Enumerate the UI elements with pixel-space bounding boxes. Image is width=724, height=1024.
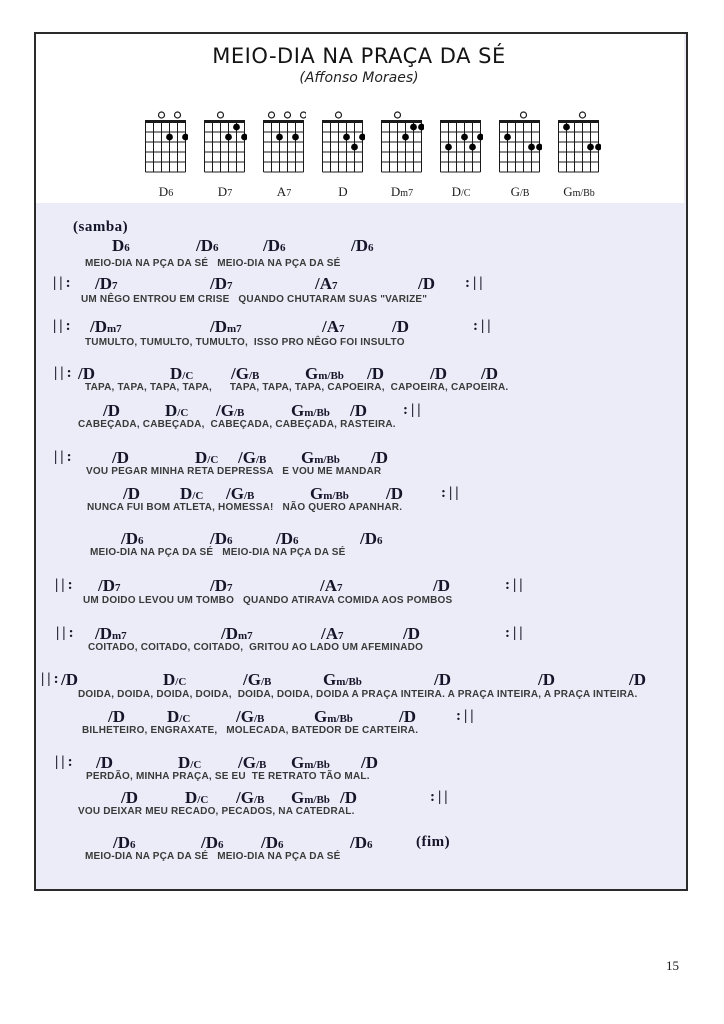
chord-symbol bbox=[236, 789, 264, 807]
chord-name-main: /D bbox=[361, 753, 378, 772]
chord-symbol bbox=[178, 754, 201, 772]
lyric-line: TUMULTO, TUMULTO, TUMULTO, ISSO PRO NÊGO FOI INSULTO bbox=[85, 337, 405, 348]
chord-name-main: /D bbox=[371, 448, 388, 467]
chord-symbol bbox=[78, 365, 95, 383]
chord-symbol bbox=[350, 402, 367, 420]
chord-name-main: G bbox=[291, 401, 305, 420]
repeat-sign: ||: bbox=[53, 318, 74, 334]
text-annotation: (samba) bbox=[73, 219, 129, 235]
chord-symbol bbox=[243, 671, 271, 689]
chord-name-main: D bbox=[451, 184, 461, 199]
chord-symbol bbox=[367, 365, 384, 383]
chord-symbol bbox=[95, 275, 118, 293]
chord-symbol bbox=[95, 625, 127, 643]
chord-symbol bbox=[185, 789, 208, 807]
repeat-sign: :|| bbox=[430, 789, 451, 805]
chord-name-main: /G bbox=[238, 753, 256, 772]
chord-name-main: /G bbox=[231, 364, 249, 383]
chord-name-main: /D bbox=[61, 670, 78, 689]
chord-symbol bbox=[291, 754, 330, 772]
chord-name-main: /D bbox=[350, 833, 367, 852]
repeat-sign: ||: bbox=[55, 754, 76, 770]
chord-symbol bbox=[210, 530, 233, 548]
chord-name-suffix: /B bbox=[248, 370, 260, 382]
page-title: MEIO-DIA NA PRAÇA DA SÉ bbox=[212, 44, 506, 68]
chord-name-main: /D bbox=[433, 576, 450, 595]
chord-name-main: D bbox=[217, 184, 228, 199]
chord-name-main: /D bbox=[629, 670, 646, 689]
chord-name-main: /D bbox=[123, 484, 140, 503]
chord-symbol bbox=[301, 449, 340, 467]
chord-symbol bbox=[392, 318, 409, 336]
lyric-line: MEIO-DIA NA PÇA DA SÉ MEIO-DIA NA PÇA DA SÉ bbox=[85, 851, 341, 862]
chord-name-main: /D bbox=[403, 624, 420, 643]
chord-name-suffix: /C bbox=[182, 370, 194, 382]
chord-symbol bbox=[238, 754, 266, 772]
chord-symbol bbox=[371, 449, 388, 467]
chord-name-suffix: 7 bbox=[338, 630, 344, 642]
chord-symbol bbox=[170, 365, 193, 383]
chord-name-main: /D bbox=[386, 484, 403, 503]
chord-name-suffix: m/Bb bbox=[572, 188, 595, 199]
chord-name-main: /D bbox=[210, 317, 227, 336]
lyric-line: TAPA, TAPA, TAPA, TAPA, TAPA, TAPA, TAPA, CAPOEIRA, CAPOEIRA, CAPOEIRA. bbox=[85, 382, 509, 393]
chord-name-main: /G bbox=[216, 401, 234, 420]
chord-name-suffix: m/Bb bbox=[318, 370, 344, 382]
chord-name-main: /D bbox=[98, 576, 115, 595]
chord-name-suffix: 6 bbox=[138, 535, 144, 547]
chord-name-suffix: /B bbox=[255, 759, 267, 771]
repeat-sign: ||: bbox=[41, 671, 62, 687]
chord-name-main: /G bbox=[236, 788, 254, 807]
chord-name-suffix: 7 bbox=[227, 582, 233, 594]
chord-name-main: /D bbox=[367, 364, 384, 383]
chord-name-main: /D bbox=[276, 529, 293, 548]
chord-symbol bbox=[98, 577, 121, 595]
chord-name-suffix: m/Bb bbox=[304, 759, 330, 771]
chord-symbol bbox=[433, 577, 450, 595]
chord-name-main: D bbox=[195, 448, 208, 467]
chord-name-main: G bbox=[323, 670, 337, 689]
chord-name-suffix: 7 bbox=[337, 582, 343, 594]
chord-name-main: G bbox=[291, 788, 305, 807]
chord-symbol bbox=[434, 671, 451, 689]
chord-symbol bbox=[196, 237, 219, 255]
chord-symbol bbox=[195, 449, 218, 467]
chord-name-main: /D bbox=[112, 448, 129, 467]
chord-name-suffix: m/Bb bbox=[304, 407, 330, 419]
chord-name-suffix: 6 bbox=[168, 188, 174, 199]
chord-name-main: /D bbox=[121, 529, 138, 548]
chord-name-main: /D bbox=[201, 833, 218, 852]
chord-symbol bbox=[123, 485, 140, 503]
chord-name-main: /D bbox=[399, 707, 416, 726]
chord-name-suffix: 6 bbox=[367, 839, 373, 851]
composer-credit: (Affonso Moraes) bbox=[299, 70, 419, 86]
chord-name-main: D bbox=[390, 184, 401, 199]
text-annotation: (fim) bbox=[416, 834, 451, 850]
chord-symbol bbox=[360, 530, 383, 548]
chord-name-main: G bbox=[314, 707, 328, 726]
chord-name-suffix: /B bbox=[243, 490, 255, 502]
chord-symbol bbox=[322, 318, 345, 336]
chord-name-main: G bbox=[305, 364, 319, 383]
chord-symbol bbox=[236, 708, 264, 726]
chord-name-main: /A bbox=[320, 576, 337, 595]
chord-symbol bbox=[386, 485, 403, 503]
chord-symbol bbox=[350, 834, 373, 852]
chord-name-main: /D bbox=[113, 833, 130, 852]
chord-name-main: /D bbox=[392, 317, 409, 336]
chord-name-suffix: 6 bbox=[280, 242, 286, 254]
chord-name-main: D bbox=[178, 753, 191, 772]
chord-name-suffix: 6 bbox=[130, 839, 136, 851]
chord-name-main: /D bbox=[221, 624, 238, 643]
chord-name-main: /D bbox=[538, 670, 555, 689]
repeat-sign: :|| bbox=[441, 485, 462, 501]
chord-symbol bbox=[231, 365, 259, 383]
chord-symbol bbox=[315, 275, 338, 293]
repeat-sign: :|| bbox=[403, 402, 424, 418]
chord-name-main: D bbox=[185, 788, 198, 807]
chord-name-suffix: m/Bb bbox=[327, 713, 353, 725]
chord-name-suffix: /B bbox=[519, 188, 530, 199]
lyric-line: NUNCA FUI BOM ATLETA, HOMESSA! NÃO QUERO APANHAR. bbox=[87, 502, 403, 513]
chord-symbol bbox=[418, 275, 435, 293]
chord-name-suffix: /C bbox=[197, 794, 209, 806]
repeat-sign: ||: bbox=[56, 625, 77, 641]
chord-name-main: /G bbox=[236, 707, 254, 726]
chord-name-main: G bbox=[310, 484, 324, 503]
chord-symbol bbox=[113, 834, 136, 852]
chord-symbol bbox=[221, 625, 253, 643]
chord-name-suffix: 7 bbox=[115, 582, 121, 594]
chord-name-suffix: 6 bbox=[377, 535, 383, 547]
chord-name-suffix: 6 bbox=[278, 839, 284, 851]
chord-name-main: G bbox=[510, 184, 520, 199]
chord-name-main: /G bbox=[243, 670, 261, 689]
chord-symbol bbox=[226, 485, 254, 503]
chord-name-suffix: 6 bbox=[218, 839, 224, 851]
chord-name-main: /D bbox=[90, 317, 107, 336]
repeat-sign: :|| bbox=[505, 577, 526, 593]
chord-symbol bbox=[538, 671, 555, 689]
chord-symbol bbox=[180, 485, 203, 503]
chord-name-main: /D bbox=[95, 274, 112, 293]
chord-name-main: /D bbox=[196, 236, 213, 255]
chord-symbol bbox=[210, 577, 233, 595]
chord-symbol bbox=[481, 365, 498, 383]
chord-name-suffix: m7 bbox=[112, 630, 127, 642]
chord-symbol bbox=[112, 237, 130, 255]
chord-symbol bbox=[108, 708, 125, 726]
chord-symbol bbox=[96, 754, 113, 772]
chord-name-suffix: m7 bbox=[238, 630, 253, 642]
chord-symbol bbox=[276, 530, 299, 548]
chord-symbol bbox=[61, 671, 78, 689]
chord-name-main: /D bbox=[263, 236, 280, 255]
chord-name-suffix: 7 bbox=[286, 188, 292, 199]
lyric-line: MEIO-DIA NA PÇA DA SÉ MEIO-DIA NA PÇA DA SÉ bbox=[85, 258, 341, 269]
chord-name-suffix: 7 bbox=[227, 280, 233, 292]
chord-symbol bbox=[361, 754, 378, 772]
lyric-line: BILHETEIRO, ENGRAXATE, MOLECADA, BATEDOR DE CARTEIRA. bbox=[82, 725, 419, 736]
chord-name-suffix: /B bbox=[255, 454, 267, 466]
chord-symbol bbox=[238, 449, 266, 467]
chord-name-main: /D bbox=[210, 274, 227, 293]
chord-name-suffix: /C bbox=[177, 407, 189, 419]
chord-symbol bbox=[323, 671, 362, 689]
chord-symbol bbox=[201, 834, 224, 852]
chord-name-main: /D bbox=[261, 833, 278, 852]
chord-symbol bbox=[291, 402, 330, 420]
chord-name-suffix: /B bbox=[253, 713, 265, 725]
chord-symbol bbox=[210, 318, 242, 336]
chord-name-suffix: 6 bbox=[368, 242, 374, 254]
chord-name-suffix: /C bbox=[190, 759, 202, 771]
chord-name-suffix: 6 bbox=[124, 242, 130, 254]
chord-symbol bbox=[90, 318, 122, 336]
chord-name-suffix: /B bbox=[253, 794, 265, 806]
chord-name-suffix: 6 bbox=[213, 242, 219, 254]
chord-name-main: D bbox=[167, 707, 180, 726]
chord-name-suffix: 7 bbox=[112, 280, 118, 292]
chord-name-suffix: m7 bbox=[107, 323, 122, 335]
chord-name-main: /D bbox=[96, 753, 113, 772]
chord-symbol bbox=[399, 708, 416, 726]
chord-symbol bbox=[103, 402, 120, 420]
lyric-line: VOU DEIXAR MEU RECADO, PECADOS, NA CATEDRAL. bbox=[78, 806, 355, 817]
chord-name-suffix: m/Bb bbox=[336, 676, 362, 688]
chord-name-main: D bbox=[338, 184, 348, 199]
repeat-sign: :|| bbox=[505, 625, 526, 641]
chord-name-main: /D bbox=[108, 707, 125, 726]
chord-name-main: /G bbox=[238, 448, 256, 467]
lyric-line: VOU PEGAR MINHA RETA DEPRESSA E VOU ME MANDAR bbox=[86, 466, 382, 477]
chord-symbol bbox=[121, 789, 138, 807]
repeat-sign: :|| bbox=[473, 318, 494, 334]
chord-symbol bbox=[320, 577, 343, 595]
chord-symbol bbox=[210, 275, 233, 293]
chord-name-suffix: m7 bbox=[227, 323, 242, 335]
lyric-line: MEIO-DIA NA PÇA DA SÉ MEIO-DIA NA PÇA DA SÉ bbox=[90, 547, 346, 558]
chord-name-suffix: 6 bbox=[293, 535, 299, 547]
chord-symbol bbox=[216, 402, 244, 420]
chord-symbol bbox=[163, 671, 186, 689]
lyric-line: UM DOIDO LEVOU UM TOMBO QUANDO ATIRAVA COMIDA AOS POMBOS bbox=[83, 595, 453, 606]
lyric-line: CABEÇADA, CABEÇADA, CABEÇADA, CABEÇADA, RASTEIRA. bbox=[78, 419, 396, 430]
chord-name-suffix: m/Bb bbox=[323, 490, 349, 502]
chord-name-main: A bbox=[276, 184, 287, 199]
chord-name-main: /G bbox=[226, 484, 244, 503]
chord-symbol bbox=[321, 625, 344, 643]
repeat-sign: :|| bbox=[456, 708, 477, 724]
chord-symbol bbox=[314, 708, 353, 726]
chord-name-main: G bbox=[301, 448, 315, 467]
lyric-line: COITADO, COITADO, COITADO, GRITOU AO LADO UM AFEMINADO bbox=[88, 642, 424, 653]
chord-name-main: /D bbox=[418, 274, 435, 293]
chord-name-main: /A bbox=[315, 274, 332, 293]
repeat-sign: ||: bbox=[53, 275, 74, 291]
chord-name-main: D bbox=[163, 670, 176, 689]
lyric-line: DOIDA, DOIDA, DOIDA, DOIDA, DOIDA, DOIDA, DOIDA A PRAÇA INTEIRA. A PRAÇA INTEIRA, A PRAÇA INTEIRA. bbox=[78, 689, 638, 700]
repeat-sign: ||: bbox=[55, 577, 76, 593]
chord-name-suffix: /C bbox=[175, 676, 187, 688]
chord-name-suffix: 6 bbox=[227, 535, 233, 547]
lyric-line: PERDÃO, MINHA PRAÇA, SE EU TE RETRATO TÃO MAL. bbox=[86, 771, 370, 782]
chord-symbol bbox=[305, 365, 344, 383]
chord-name-main: /D bbox=[103, 401, 120, 420]
chord-name-main: D bbox=[165, 401, 178, 420]
repeat-sign: ||: bbox=[54, 449, 75, 465]
chord-symbol bbox=[261, 834, 284, 852]
chord-symbol bbox=[121, 530, 144, 548]
chord-name-main: /D bbox=[351, 236, 368, 255]
chord-name-suffix: /B bbox=[233, 407, 245, 419]
chord-name-main: /D bbox=[121, 788, 138, 807]
chord-symbol bbox=[629, 671, 646, 689]
chord-symbol bbox=[403, 625, 420, 643]
chord-symbol bbox=[112, 449, 129, 467]
chord-name-suffix: m/Bb bbox=[314, 454, 340, 466]
chord-name-main: G bbox=[291, 753, 305, 772]
chord-name-main: /D bbox=[360, 529, 377, 548]
chord-symbol bbox=[310, 485, 349, 503]
chord-name-main: D bbox=[170, 364, 183, 383]
chord-symbol bbox=[430, 365, 447, 383]
repeat-sign: :|| bbox=[465, 275, 486, 291]
chord-name-suffix: 7 bbox=[332, 280, 338, 292]
chord-name-suffix: /B bbox=[260, 676, 272, 688]
chord-name-main: /D bbox=[78, 364, 95, 383]
chord-name-main: /A bbox=[322, 317, 339, 336]
chord-symbol bbox=[351, 237, 374, 255]
chord-name-main: D bbox=[180, 484, 193, 503]
chord-name-main: /D bbox=[430, 364, 447, 383]
chord-name-main: /D bbox=[210, 529, 227, 548]
chord-name-main: /D bbox=[340, 788, 357, 807]
chord-name-main: /D bbox=[210, 576, 227, 595]
chord-name-main: /D bbox=[434, 670, 451, 689]
chord-name-main: D bbox=[112, 236, 125, 255]
chord-name-main: /A bbox=[321, 624, 338, 643]
chord-symbol bbox=[167, 708, 190, 726]
chord-symbol bbox=[291, 789, 330, 807]
chord-name-main: /D bbox=[481, 364, 498, 383]
chord-name-main: G bbox=[563, 184, 573, 199]
chord-name-suffix: m7 bbox=[400, 188, 414, 199]
chord-symbol bbox=[340, 789, 357, 807]
chord-name-main: /D bbox=[95, 624, 112, 643]
chord-name-suffix: /C bbox=[207, 454, 219, 466]
chord-name-suffix: /C bbox=[460, 188, 471, 199]
chord-name-suffix: /C bbox=[192, 490, 204, 502]
chord-name-main: D bbox=[158, 184, 169, 199]
lyric-line: UM NÊGO ENTROU EM CRISE QUANDO CHUTARAM SUAS "VARIZE" bbox=[81, 294, 428, 305]
chord-name-suffix: /C bbox=[179, 713, 191, 725]
repeat-sign: ||: bbox=[54, 365, 75, 381]
chord-symbol bbox=[165, 402, 188, 420]
page-number: 15 bbox=[666, 958, 679, 973]
chord-name-main: /D bbox=[350, 401, 367, 420]
chord-name-suffix: m/Bb bbox=[304, 794, 330, 806]
chord-name-suffix: 7 bbox=[339, 323, 345, 335]
chord-symbol bbox=[263, 237, 286, 255]
chord-name-suffix: 7 bbox=[227, 188, 233, 199]
